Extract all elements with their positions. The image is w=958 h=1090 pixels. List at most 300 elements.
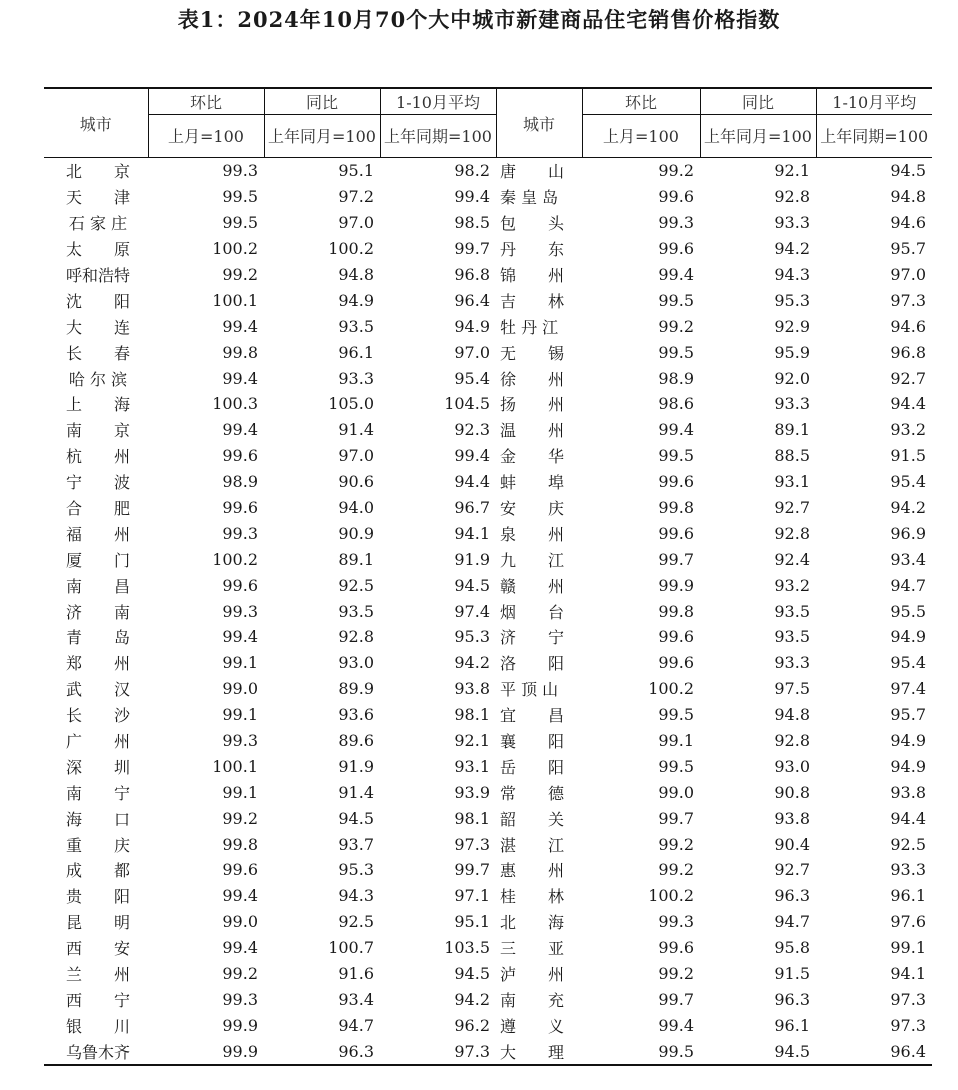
cell-mom-left: 99.0 xyxy=(222,912,258,932)
cell-mom-left: 99.3 xyxy=(222,523,258,543)
cell-city-right: 湛 江 xyxy=(500,835,565,855)
cell-mom-left: 100.1 xyxy=(212,290,258,310)
cell-mom-right: 99.7 xyxy=(658,989,694,1009)
cell-mom-left: 100.3 xyxy=(212,394,258,414)
cell-yoy-left: 97.2 xyxy=(338,187,374,207)
cell-yoy-right: 92.8 xyxy=(774,731,810,751)
cell-mom-left: 99.2 xyxy=(222,265,258,284)
cell-avg-left: 94.5 xyxy=(454,964,490,984)
cell-city-left: 南 宁 xyxy=(65,783,130,803)
cell-city-right: 吉 林 xyxy=(500,291,565,311)
cell-mom-left: 99.5 xyxy=(222,187,258,207)
cell-mom-right: 99.0 xyxy=(658,782,694,802)
cell-mom-right: 99.6 xyxy=(658,938,694,958)
cell-mom-right: 99.6 xyxy=(658,523,694,543)
cell-mom-left: 99.1 xyxy=(222,782,258,802)
avg-base-left: 上年同期=100 xyxy=(380,115,496,158)
cell-avg-left: 91.9 xyxy=(454,549,490,569)
cell-yoy-right: 96.3 xyxy=(774,886,810,906)
cell-city-left: 厦 门 xyxy=(65,550,130,570)
cell-avg-left: 97.0 xyxy=(454,342,490,362)
cell-city-right: 襄 阳 xyxy=(500,732,565,752)
cell-city-left: 天 津 xyxy=(65,188,130,208)
table-row xyxy=(44,598,932,624)
cell-avg-left: 98.5 xyxy=(454,213,490,233)
cell-avg-right: 94.9 xyxy=(890,756,926,776)
cell-yoy-right: 93.3 xyxy=(774,394,810,414)
cell-mom-right: 99.6 xyxy=(658,472,694,492)
cell-city-left: 石 家 庄 xyxy=(68,214,128,234)
cell-avg-left: 95.1 xyxy=(454,912,490,932)
table-row xyxy=(44,753,932,779)
cell-avg-right: 95.4 xyxy=(890,472,926,492)
cell-yoy-left: 89.6 xyxy=(338,731,374,751)
cell-yoy-right: 94.2 xyxy=(774,239,810,259)
avg-header-left: 1-10月平均 xyxy=(380,88,496,115)
cell-city-left: 西 宁 xyxy=(65,990,130,1010)
cell-mom-right: 100.2 xyxy=(648,886,694,906)
cell-city-left: 重 庆 xyxy=(65,835,130,855)
table-title: 表1：2024年10月70个大中城市新建商品住宅销售价格指数 xyxy=(177,7,781,32)
cell-yoy-right: 95.8 xyxy=(774,938,810,958)
cell-avg-right: 97.4 xyxy=(890,679,926,699)
cell-yoy-left: 93.5 xyxy=(338,316,374,336)
price-index-table-wrapper xyxy=(44,87,932,1066)
cell-avg-left: 99.4 xyxy=(454,187,490,207)
table-row xyxy=(44,624,932,650)
table-row xyxy=(44,339,932,365)
cell-mom-left: 99.3 xyxy=(222,161,258,181)
cell-mom-right: 99.7 xyxy=(658,549,694,569)
cell-avg-left: 97.3 xyxy=(454,834,490,854)
cell-city-right: 烟 台 xyxy=(500,602,565,622)
cell-city-right: 九 江 xyxy=(500,550,565,570)
cell-city-left: 深 圳 xyxy=(65,757,130,777)
cell-city-left: 长 沙 xyxy=(65,706,130,726)
cell-mom-left: 99.4 xyxy=(222,420,258,440)
cell-mom-right: 99.3 xyxy=(658,912,694,932)
table-header xyxy=(44,88,932,158)
cell-avg-right: 93.8 xyxy=(890,782,926,802)
cell-mom-right: 99.6 xyxy=(658,239,694,259)
cell-city-left: 乌鲁木齐 xyxy=(44,1038,148,1065)
cell-yoy-left: 89.1 xyxy=(338,549,374,569)
cell-city-right: 北 海 xyxy=(500,913,565,933)
cell-yoy-left: 91.4 xyxy=(338,782,374,802)
cell-mom-right: 99.5 xyxy=(658,446,694,466)
cell-yoy-left: 93.0 xyxy=(338,653,374,673)
cell-city-right: 宜 昌 xyxy=(500,706,565,726)
table-row xyxy=(44,857,932,883)
cell-yoy-right: 93.0 xyxy=(774,756,810,776)
cell-city-right: 平 顶 山 xyxy=(500,680,559,700)
cell-mom-left: 99.0 xyxy=(222,679,258,699)
cell-mom-left: 100.2 xyxy=(212,239,258,259)
cell-city-left: 海 口 xyxy=(65,809,130,829)
cell-city-left: 沈 阳 xyxy=(65,291,130,311)
cell-yoy-left: 90.9 xyxy=(338,523,374,543)
cell-city-left: 西 安 xyxy=(65,939,130,959)
cell-mom-left: 99.9 xyxy=(148,1038,264,1065)
table-row xyxy=(44,883,932,909)
cell-avg-right: 94.8 xyxy=(890,187,926,207)
cell-yoy-right: 92.7 xyxy=(774,860,810,880)
cell-city-right: 秦 皇 岛 xyxy=(500,188,559,208)
cell-yoy-right: 93.2 xyxy=(774,575,810,595)
cell-yoy-left: 93.7 xyxy=(338,834,374,854)
cell-yoy-right: 92.4 xyxy=(774,549,810,569)
cell-mom-left: 99.4 xyxy=(222,316,258,336)
cell-mom-left: 99.6 xyxy=(222,446,258,466)
table-row xyxy=(44,702,932,728)
table-row xyxy=(44,236,932,262)
cell-avg-right: 94.6 xyxy=(890,316,926,336)
cell-mom-right: 100.2 xyxy=(648,679,694,699)
cell-yoy-left: 91.4 xyxy=(338,420,374,440)
cell-yoy-right: 93.5 xyxy=(774,627,810,647)
cell-avg-left: 94.9 xyxy=(454,316,490,336)
cell-mom-left: 100.2 xyxy=(212,549,258,569)
cell-yoy-left: 93.4 xyxy=(338,989,374,1009)
table-row xyxy=(44,728,932,754)
cell-yoy-left: 94.8 xyxy=(338,265,374,284)
cell-city-left: 福 州 xyxy=(65,524,130,544)
cell-yoy-right: 94.5 xyxy=(700,1038,816,1065)
table-row xyxy=(44,935,932,961)
cell-city-right: 蚌 埠 xyxy=(500,473,565,493)
cell-mom-right: 99.6 xyxy=(658,187,694,207)
cell-avg-left: 99.7 xyxy=(454,860,490,880)
cell-mom-left: 99.9 xyxy=(222,1015,258,1035)
cell-city-right: 安 庆 xyxy=(500,499,565,519)
cell-mom-right: 99.4 xyxy=(658,1015,694,1035)
cell-yoy-left: 93.5 xyxy=(338,601,374,621)
cell-yoy-right: 94.7 xyxy=(774,912,810,932)
cell-mom-left: 99.6 xyxy=(222,860,258,880)
table-row xyxy=(44,210,932,236)
city-col-header-right: 城市 xyxy=(496,88,582,158)
cell-city-left: 北 京 xyxy=(65,162,130,182)
cell-yoy-right: 93.8 xyxy=(774,808,810,828)
cell-yoy-left: 97.0 xyxy=(338,446,374,466)
cell-avg-left: 94.2 xyxy=(454,653,490,673)
cell-mom-right: 99.6 xyxy=(658,653,694,673)
cell-mom-left: 99.3 xyxy=(222,731,258,751)
table-row xyxy=(44,909,932,935)
cell-mom-right: 99.9 xyxy=(658,575,694,595)
cell-city-left: 昆 明 xyxy=(65,913,130,933)
table-row xyxy=(44,313,932,339)
cell-mom-left: 99.3 xyxy=(222,989,258,1009)
cell-mom-left: 99.1 xyxy=(222,653,258,673)
cell-mom-right: 99.5 xyxy=(658,342,694,362)
cell-yoy-right: 88.5 xyxy=(774,446,810,466)
cell-avg-right: 95.7 xyxy=(890,239,926,259)
cell-yoy-right: 90.8 xyxy=(774,782,810,802)
table-row xyxy=(44,287,932,313)
cell-yoy-left: 94.0 xyxy=(338,498,374,518)
cell-avg-left: 97.3 xyxy=(380,1038,496,1065)
cell-yoy-left: 92.8 xyxy=(338,627,374,647)
cell-yoy-right: 94.3 xyxy=(774,265,810,284)
cell-mom-left: 99.6 xyxy=(222,498,258,518)
table-row xyxy=(44,184,932,210)
table-row xyxy=(44,961,932,987)
cell-yoy-left: 94.3 xyxy=(338,886,374,906)
cell-mom-right: 99.5 xyxy=(582,1038,700,1065)
cell-avg-left: 96.8 xyxy=(454,265,490,284)
cell-mom-right: 99.6 xyxy=(658,627,694,647)
cell-avg-right: 96.8 xyxy=(890,342,926,362)
cell-mom-right: 99.4 xyxy=(658,420,694,440)
cell-mom-right: 98.9 xyxy=(658,368,694,388)
table-row xyxy=(44,495,932,521)
cell-city-left: 长 春 xyxy=(65,343,130,363)
table-row xyxy=(44,469,932,495)
cell-city-left: 成 都 xyxy=(65,861,130,881)
cell-avg-right: 96.9 xyxy=(890,523,926,543)
table-row xyxy=(44,391,932,417)
cell-avg-right: 92.7 xyxy=(890,368,926,388)
cell-yoy-right: 96.3 xyxy=(774,989,810,1009)
cell-yoy-left: 92.5 xyxy=(338,912,374,932)
cell-mom-right: 99.8 xyxy=(658,498,694,518)
cell-avg-left: 104.5 xyxy=(444,394,490,414)
cell-avg-right: 95.5 xyxy=(890,601,926,621)
table-row xyxy=(44,650,932,676)
cell-mom-left: 100.1 xyxy=(212,756,258,776)
cell-avg-left: 103.5 xyxy=(444,938,490,958)
table-row xyxy=(44,676,932,702)
cell-city-left: 贵 阳 xyxy=(65,887,130,907)
cell-city-left: 杭 州 xyxy=(65,447,130,467)
cell-yoy-left: 91.6 xyxy=(338,964,374,984)
yoy-base-left: 上年同月=100 xyxy=(264,115,380,158)
cell-yoy-right: 93.3 xyxy=(774,653,810,673)
cell-yoy-right: 92.1 xyxy=(774,161,810,181)
cell-yoy-right: 96.1 xyxy=(774,1015,810,1035)
cell-avg-left: 99.4 xyxy=(454,446,490,466)
cell-city-right: 金 华 xyxy=(500,447,565,467)
cell-city-left: 青 岛 xyxy=(65,628,130,648)
cell-yoy-left: 95.3 xyxy=(338,860,374,880)
cell-avg-right: 99.1 xyxy=(890,938,926,958)
table-row xyxy=(44,546,932,572)
cell-city-right: 锦 州 xyxy=(500,266,565,285)
cell-yoy-right: 97.5 xyxy=(774,679,810,699)
cell-mom-left: 99.2 xyxy=(222,964,258,984)
cell-avg-right: 93.2 xyxy=(890,420,926,440)
cell-avg-right: 97.3 xyxy=(890,290,926,310)
cell-avg-right: 97.3 xyxy=(890,989,926,1009)
cell-avg-right: 94.4 xyxy=(890,808,926,828)
table-row xyxy=(44,1012,932,1038)
cell-yoy-right: 94.8 xyxy=(774,705,810,725)
yoy-header-left: 同比 xyxy=(264,88,380,115)
cell-avg-right: 94.5 xyxy=(890,161,926,181)
cell-mom-left: 99.8 xyxy=(222,834,258,854)
cell-city-right: 泸 州 xyxy=(500,965,565,985)
table-row xyxy=(44,417,932,443)
cell-avg-left: 96.4 xyxy=(454,290,490,310)
cell-mom-left: 99.2 xyxy=(222,808,258,828)
cell-mom-right: 98.6 xyxy=(658,394,694,414)
cell-yoy-right: 93.3 xyxy=(774,213,810,233)
cell-city-right: 惠 州 xyxy=(500,861,565,881)
cell-mom-right: 99.2 xyxy=(658,161,694,181)
cell-mom-left: 98.9 xyxy=(222,472,258,492)
cell-city-right: 韶 关 xyxy=(500,809,565,829)
cell-city-right: 徐 州 xyxy=(500,369,565,389)
cell-avg-left: 97.1 xyxy=(454,886,490,906)
cell-yoy-right: 95.9 xyxy=(774,342,810,362)
cell-yoy-right: 92.0 xyxy=(774,368,810,388)
cell-city-right: 唐 山 xyxy=(500,162,565,182)
cell-city-right: 桂 林 xyxy=(500,887,565,907)
cell-yoy-left: 92.5 xyxy=(338,575,374,595)
cell-yoy-left: 100.2 xyxy=(328,239,374,259)
cell-avg-left: 98.1 xyxy=(454,705,490,725)
cell-city-left: 大 连 xyxy=(65,317,130,337)
cell-mom-left: 99.4 xyxy=(222,368,258,388)
cell-avg-right: 95.7 xyxy=(890,705,926,725)
cell-yoy-right: 95.3 xyxy=(774,290,810,310)
mom-base-left: 上月=100 xyxy=(148,115,264,158)
cell-yoy-left: 96.3 xyxy=(264,1038,380,1065)
cell-city-right: 遵 义 xyxy=(500,1016,565,1036)
cell-mom-left: 99.4 xyxy=(222,627,258,647)
cell-mom-right: 99.3 xyxy=(658,213,694,233)
cell-mom-left: 99.3 xyxy=(222,601,258,621)
cell-yoy-right: 92.7 xyxy=(774,498,810,518)
table-row xyxy=(44,520,932,546)
cell-avg-left: 93.1 xyxy=(454,756,490,776)
cell-city-left: 合 肥 xyxy=(65,499,130,519)
cell-mom-right: 99.5 xyxy=(658,290,694,310)
cell-city-left: 宁 波 xyxy=(65,473,130,493)
cell-yoy-left: 100.7 xyxy=(328,938,374,958)
cell-city-right: 赣 州 xyxy=(500,576,565,596)
cell-city-left: 南 京 xyxy=(65,421,130,441)
cell-avg-right: 93.3 xyxy=(890,860,926,880)
cell-city-right: 三 亚 xyxy=(500,939,565,959)
cell-city-left: 银 川 xyxy=(65,1016,130,1036)
table-row xyxy=(44,805,932,831)
cell-avg-left: 93.9 xyxy=(454,782,490,802)
cell-avg-left: 92.3 xyxy=(454,420,490,440)
cell-yoy-left: 93.6 xyxy=(338,705,374,725)
cell-city-left: 南 昌 xyxy=(65,576,130,596)
cell-city-right: 岳 阳 xyxy=(500,757,565,777)
mom-header-left: 环比 xyxy=(148,88,264,115)
cell-avg-right: 97.0 xyxy=(890,265,926,284)
cell-mom-right: 99.2 xyxy=(658,834,694,854)
table-row xyxy=(44,779,932,805)
price-index-table xyxy=(44,87,932,1066)
mom-header-right: 环比 xyxy=(582,88,700,115)
city-col-header-left: 城市 xyxy=(44,88,148,158)
cell-yoy-left: 89.9 xyxy=(338,679,374,699)
cell-avg-right: 94.9 xyxy=(890,627,926,647)
cell-avg-left: 94.4 xyxy=(454,472,490,492)
cell-city-right: 南 充 xyxy=(500,990,565,1010)
cell-avg-right: 97.6 xyxy=(890,912,926,932)
cell-mom-right: 99.5 xyxy=(658,756,694,776)
cell-yoy-right: 92.8 xyxy=(774,523,810,543)
cell-yoy-left: 90.6 xyxy=(338,472,374,492)
table-row xyxy=(44,1038,932,1065)
cell-city-left: 郑 州 xyxy=(65,654,130,674)
table-row xyxy=(44,987,932,1013)
cell-city-left: 呼和浩特 xyxy=(65,266,130,285)
cell-avg-left: 97.4 xyxy=(454,601,490,621)
cell-yoy-right: 90.4 xyxy=(774,834,810,854)
avg-base-right: 上年同期=100 xyxy=(816,115,932,158)
cell-avg-left: 99.7 xyxy=(454,239,490,259)
cell-city-left: 兰 州 xyxy=(65,965,130,985)
cell-city-right: 泉 州 xyxy=(500,524,565,544)
cell-city-left: 济 南 xyxy=(65,602,130,622)
cell-yoy-left: 93.3 xyxy=(338,368,374,388)
cell-city-left: 哈 尔 滨 xyxy=(68,369,128,389)
cell-mom-right: 99.5 xyxy=(658,705,694,725)
table-row xyxy=(44,365,932,391)
cell-avg-right: 96.1 xyxy=(890,886,926,906)
cell-mom-right: 99.2 xyxy=(658,316,694,336)
cell-yoy-left: 96.1 xyxy=(338,342,374,362)
cell-avg-left: 96.2 xyxy=(454,1015,490,1035)
cell-city-right: 济 宁 xyxy=(500,628,565,648)
cell-mom-left: 99.5 xyxy=(222,213,258,233)
cell-yoy-right: 93.1 xyxy=(774,472,810,492)
cell-city-right: 扬 州 xyxy=(500,395,565,415)
cell-mom-right: 99.2 xyxy=(658,860,694,880)
cell-city-right: 无 锡 xyxy=(500,343,565,363)
cell-yoy-right: 91.5 xyxy=(774,964,810,984)
cell-city-left: 武 汉 xyxy=(65,680,130,700)
cell-mom-right: 99.1 xyxy=(658,731,694,751)
cell-city-right: 大 理 xyxy=(496,1038,582,1065)
cell-avg-right: 96.4 xyxy=(816,1038,932,1065)
cell-city-left: 广 州 xyxy=(65,732,130,752)
table-row xyxy=(44,262,932,288)
cell-avg-right: 97.3 xyxy=(890,1015,926,1035)
cell-yoy-left: 94.5 xyxy=(338,808,374,828)
table-row xyxy=(44,831,932,857)
cell-yoy-left: 94.7 xyxy=(338,1015,374,1035)
cell-avg-right: 93.4 xyxy=(890,549,926,569)
cell-mom-left: 99.1 xyxy=(222,705,258,725)
cell-mom-right: 99.2 xyxy=(658,964,694,984)
avg-header-right: 1-10月平均 xyxy=(816,88,932,115)
yoy-base-right: 上年同月=100 xyxy=(700,115,816,158)
yoy-header-right: 同比 xyxy=(700,88,816,115)
cell-yoy-left: 97.0 xyxy=(338,213,374,233)
mom-base-right: 上月=100 xyxy=(582,115,700,158)
cell-avg-right: 95.4 xyxy=(890,653,926,673)
cell-city-right: 牡 丹 江 xyxy=(500,317,559,337)
cell-avg-left: 95.3 xyxy=(454,627,490,647)
cell-avg-left: 92.1 xyxy=(454,731,490,751)
table-body xyxy=(44,158,932,1066)
cell-mom-right: 99.8 xyxy=(658,601,694,621)
table-row xyxy=(44,158,932,184)
cell-avg-right: 94.9 xyxy=(890,731,926,751)
cell-city-right: 包 头 xyxy=(500,214,565,234)
cell-avg-right: 91.5 xyxy=(890,446,926,466)
cell-avg-right: 92.5 xyxy=(890,834,926,854)
cell-yoy-left: 91.9 xyxy=(338,756,374,776)
